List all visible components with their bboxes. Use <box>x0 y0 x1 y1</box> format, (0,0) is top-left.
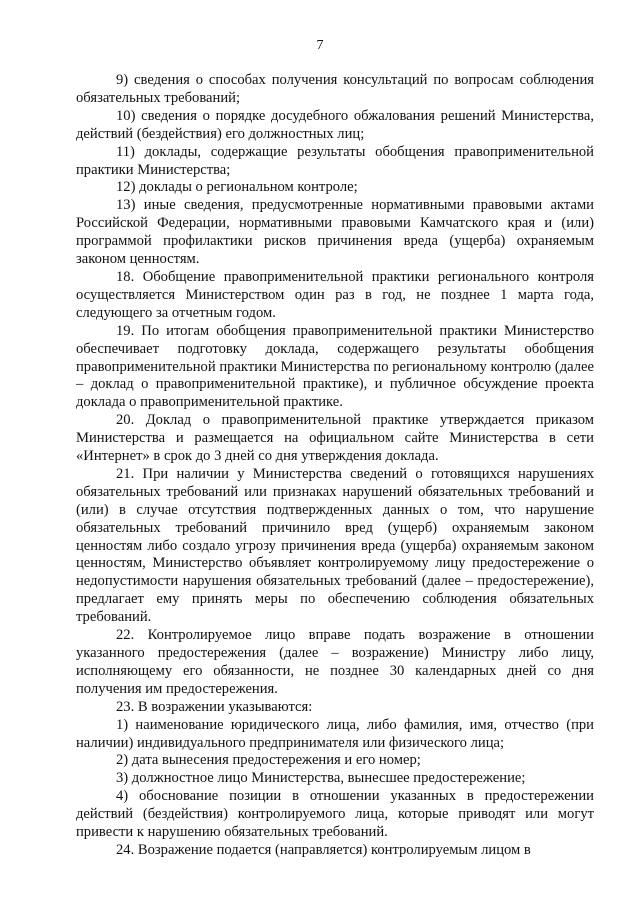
paragraph-subitem-2: 2) дата вынесения предостережения и его номер; <box>116 752 421 769</box>
paragraph-subitem-4: 4) обоснование позиции в отношении указанных в предостережении действий (бездействия) контролируемого лица, которые приводят или могут привести к нарушению обязательных требований. <box>76 788 594 841</box>
page-number: 7 <box>316 38 324 53</box>
paragraph-clause-24: 24. Возражение подается (направляется) контролируемым лицом в <box>116 841 531 858</box>
paragraph-item-13: 13) иные сведения, предусмотренные нормативными правовыми актами Российской Федерации, нормативными правовыми Камчатского края и (или) программой профилактики рисков причинения вреда (ущерба) охраняемым законом ценностям. <box>76 197 594 268</box>
paragraph-item-9: 9) сведения о способах получения консультаций по вопросам соблюдения обязательных требований; <box>76 72 594 106</box>
paragraph-clause-18: 18. Обобщение правоприменительной практики регионального контроля осуществляется Министерством один раз в год, не позднее 1 марта года, следующего за отчетным годом. <box>76 268 594 321</box>
paragraph-item-10: 10) сведения о порядке досудебного обжалования решений Министерства, действий (бездействия) его должностных лиц; <box>76 107 594 142</box>
paragraph-subitem-3: 3) должностное лицо Министерства, вынесшее предостережение; <box>116 770 526 787</box>
paragraph-clause-23: 23. В возражении указываются: <box>116 698 313 715</box>
paragraph-clause-21: 21. При наличии у Министерства сведений о готовящихся нарушениях обязательных требований или признаках нарушений обязательных требований и (или) в случае отсутствия подтвержденных данных о том, что нарушение обязательных требований причинило вред (ущерб) охраняемым законом ценностям либо создало угрозу причинения вреда (ущерба) охраняемым законом ценностям, Министерство объявляет контролируемому лицу предостережение о недопустимости нарушения обязательных требований (далее – предостережение), предлагает ему принять меры по обеспечению соблюдения обязательных требований. <box>76 465 594 626</box>
paragraph-item-12: 12) доклады о региональном контроле; <box>116 179 358 196</box>
paragraph-item-11: 11) доклады, содержащие результаты обобщения правоприменительной практики Министерства; <box>76 143 594 178</box>
paragraph-clause-22: 22. Контролируемое лицо вправе подать возражение в отношении указанного предостережения (далее – возражение) Министру либо лицу, исполняющему его обязанности, не позднее 30 календарных дней со дня получения им предостережения. <box>76 627 594 697</box>
paragraph-clause-20: 20. Доклад о правоприменительной практике утверждается приказом Министерства и размещается на официальном сайте Министерства в сети «Интернет» в срок до 3 дней со дня утверждения доклада. <box>76 412 594 465</box>
paragraph-subitem-1: 1) наименование юридического лица, либо фамилия, имя, отчество (при наличии) индивидуального предпринимателя или физического лица; <box>76 716 594 751</box>
paragraph-clause-19: 19. По итогам обобщения правоприменительной практики Министерство обеспечивает подготовку доклада, содержащего результаты обобщения правоприменительной практики Министерства по региональному контролю (далее – доклад о правоприменительной практике), и публичное обсуждение проекта доклада о правоприменительной практике. <box>76 322 594 411</box>
